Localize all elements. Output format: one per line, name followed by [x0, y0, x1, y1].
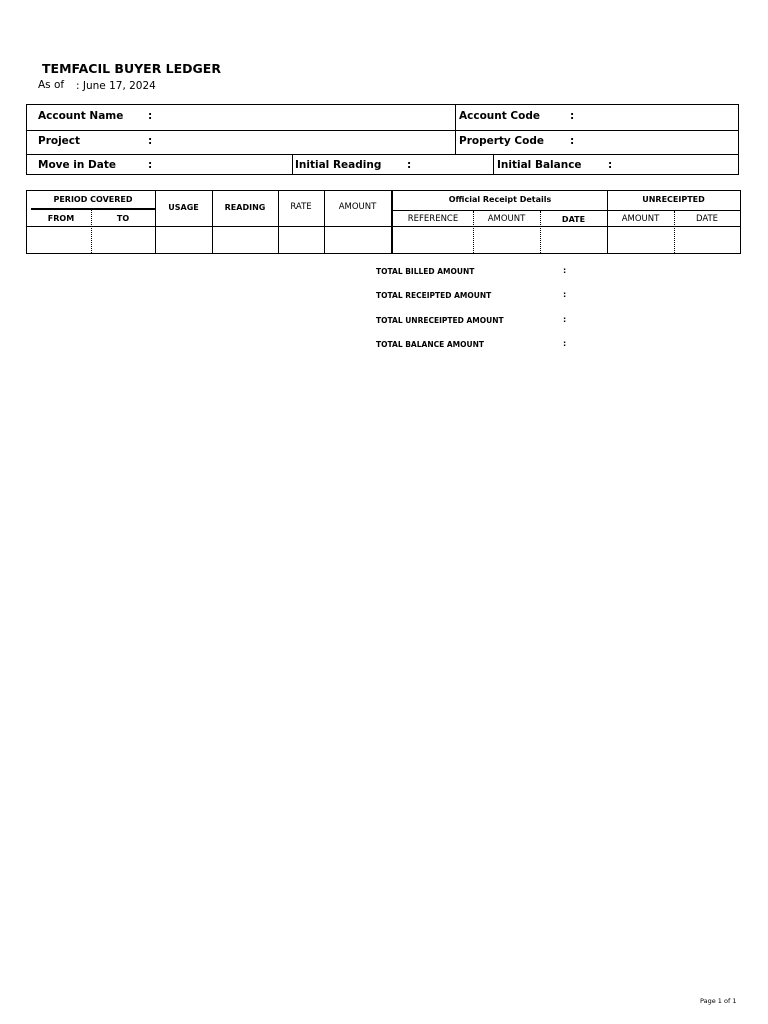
reference-header: REFERENCE — [407, 214, 459, 224]
total-receipted-colon: : — [563, 290, 567, 299]
initial-balance-colon: : — [608, 159, 613, 171]
unreceipted-header: UNRECEIPTED — [642, 195, 705, 204]
project-label: Project — [38, 135, 81, 147]
divider — [393, 210, 740, 211]
total-billed-colon: : — [563, 266, 567, 275]
account-code-label: Account Code — [459, 110, 540, 122]
account-name-colon: : — [148, 110, 153, 122]
total-billed-label: TOTAL BILLED AMOUNT — [376, 267, 475, 276]
as-of-label: As of — [38, 79, 65, 91]
divider — [27, 130, 738, 131]
total-unreceipted-colon: : — [563, 315, 567, 324]
total-balance-label: TOTAL BALANCE AMOUNT — [376, 340, 484, 349]
divider — [455, 105, 456, 154]
divider — [212, 191, 213, 253]
divider — [278, 191, 279, 253]
total-balance-colon: : — [563, 339, 567, 348]
divider — [292, 154, 293, 175]
reading-header: READING — [224, 203, 266, 212]
rate-header: RATE — [290, 202, 312, 212]
divider — [31, 208, 155, 210]
period-covered-header: PERIOD COVERED — [53, 195, 133, 204]
report-title: TEMFACIL BUYER LEDGER — [42, 61, 221, 76]
divider — [324, 191, 325, 253]
official-receipt-header: Official Receipt Details — [448, 195, 552, 204]
property-code-colon: : — [570, 135, 575, 147]
move-in-date-colon: : — [148, 159, 153, 171]
total-unreceipted-label: TOTAL UNRECEIPTED AMOUNT — [376, 316, 504, 325]
as-of-date: : June 17, 2024 — [76, 80, 156, 92]
divider — [155, 191, 156, 253]
account-code-colon: : — [570, 110, 575, 122]
to-header: TO — [116, 214, 130, 223]
initial-balance-label: Initial Balance — [497, 159, 582, 171]
initial-reading-colon: : — [407, 159, 412, 171]
total-receipted-label: TOTAL RECEIPTED AMOUNT — [376, 291, 492, 300]
move-in-date-label: Move in Date — [38, 159, 116, 171]
page-number: Page 1 of 1 — [700, 997, 737, 1005]
account-info-box — [26, 104, 739, 175]
unreceipted-date-header: DATE — [695, 214, 719, 224]
unreceipted-amount-header: AMOUNT — [621, 214, 660, 224]
from-header: FROM — [47, 214, 75, 223]
divider — [27, 154, 738, 155]
amount-header: AMOUNT — [338, 202, 377, 212]
usage-header: USAGE — [168, 203, 199, 212]
project-colon: : — [148, 135, 153, 147]
initial-reading-label: Initial Reading — [295, 159, 382, 171]
account-name-label: Account Name — [38, 110, 124, 122]
divider — [27, 226, 740, 227]
divider — [493, 154, 494, 175]
ledger-table — [26, 190, 741, 254]
or-date-header: DATE — [561, 215, 586, 224]
or-amount-header: AMOUNT — [487, 214, 526, 224]
property-code-label: Property Code — [459, 135, 544, 147]
